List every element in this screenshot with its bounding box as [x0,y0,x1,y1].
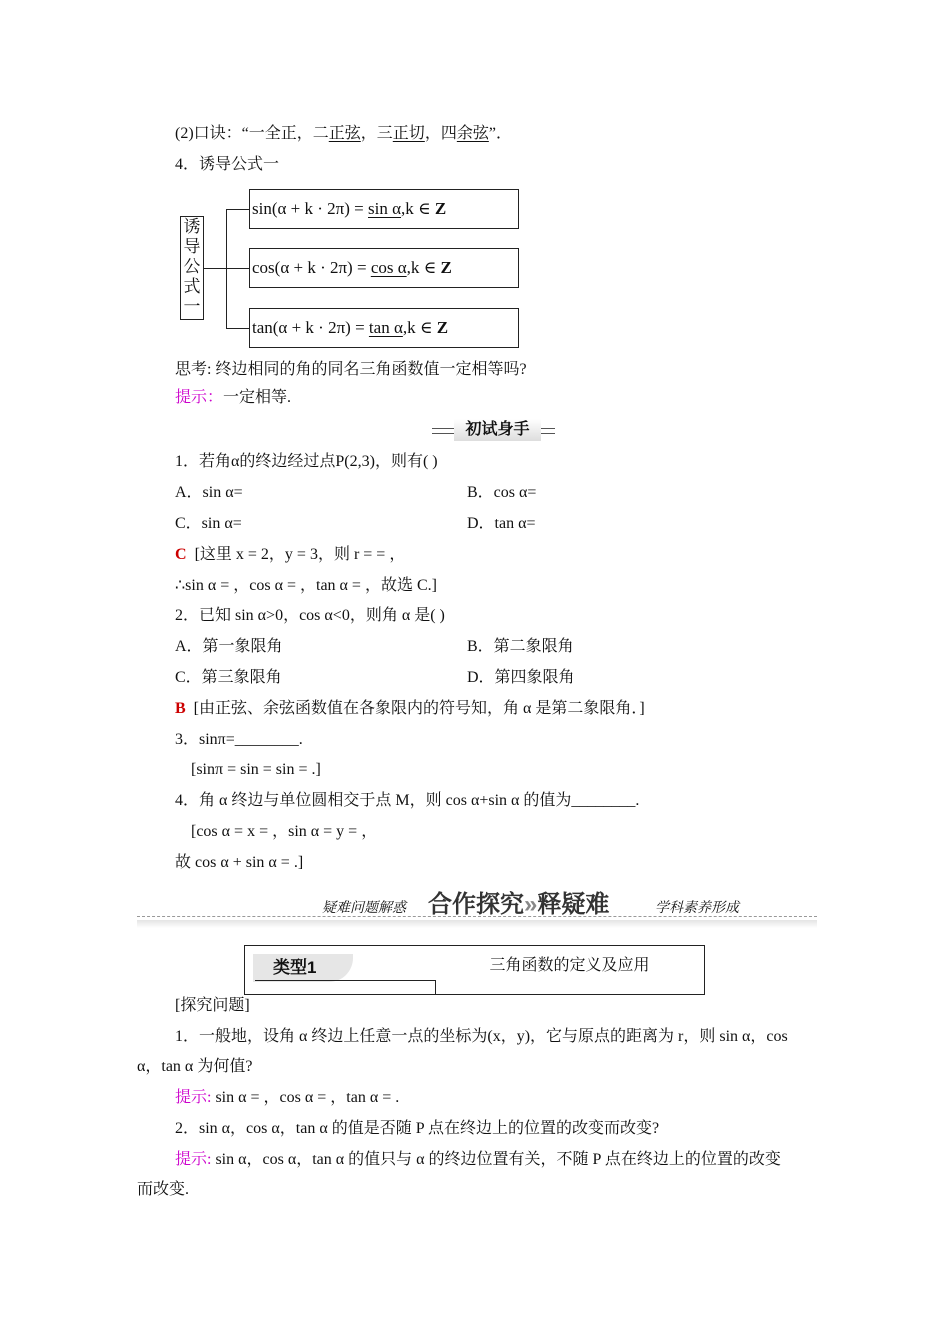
solution-2 [175,699,645,719]
question-1: 1．若角α的终边经过点P(2,3)，则有( ) [175,453,438,470]
section-divider [137,916,817,917]
formula-cos [249,248,519,288]
formula-sin [249,189,519,229]
option-b: B．第二象限角 [467,638,574,655]
hint-text: sin α = ，cos α = ，tan α = . [211,1089,400,1106]
solution-4: [cos α = x = ，sin α = y = ， [191,823,378,840]
formula-label [180,216,204,320]
type-title: 三角函数的定义及应用 [489,957,650,974]
section-banner-right: 学科素养形成 [655,901,739,916]
solution-text: [这里 x = 2，y = 3，则 r = = ， [194,546,406,563]
mnemonic-line [175,124,512,144]
solution-1 [175,545,405,565]
hint-label: 提示： [175,389,224,406]
formula-set: Z [440,258,452,277]
formula-tan [249,308,519,348]
formula-lhs: cos(α + k · 2π) = [252,258,371,277]
solution-text: [由正弦、余弦函数值在各象限内的符号知，角 α 是第二象限角．] [193,700,645,717]
mnemonic-mid1: ，三 [360,125,393,142]
connector-line [204,268,226,269]
answer-letter: C [175,546,187,563]
explore-hint-2 [175,1150,781,1170]
section-shadow [137,920,817,928]
question-3: 3．sinπ=________. [175,731,303,748]
formula-tail: ,k ∈ [401,199,435,218]
section-banner-main [428,891,609,919]
formula-label-char: 公 [183,257,201,276]
mnemonic-suffix: ”． [488,125,512,142]
option-a: A．第一象限角 [175,638,283,655]
explore-question-2: 2．sin α，cos α，tan α 的值是否随 P 点在终边上的位置的改变而改变? [175,1120,660,1137]
formula-lhs: tan(α + k · 2π) = [252,318,369,337]
banner-trial [432,419,555,441]
hint-line [175,388,291,408]
mnemonic-prefix: (2)口诀：“一全正，二 [175,125,329,142]
option-d: D．tan α= [467,515,536,532]
solution-4-cont: 故 cos α + sin α = .] [175,854,304,871]
hint-text: 一定相等. [223,389,292,406]
explore-hint-1 [175,1088,399,1108]
formula-lhs: sin(α + k · 2π) = [252,199,368,218]
formula-tail: ,k ∈ [402,318,437,337]
mnemonic-cosine: 余弦 [456,125,489,142]
formula-rhs: cos α [370,258,407,277]
formula-set: Z [434,199,447,218]
mnemonic-tangent: 正切 [392,125,425,142]
formula-tail: ,k ∈ [406,258,441,277]
think-label: 思考 [175,361,208,378]
formula-rhs: sin α [368,199,401,218]
formula-rhs: tan α [368,318,403,337]
option-b: B．cos α= [467,484,537,501]
question-4: 4．角 α 终边与单位圆相交于点 M，则 cos α+sin α 的值为________. [175,792,640,809]
type-tag: 类型1 [253,954,353,982]
formula-label-char: 诱 [183,217,201,236]
option-c: C．第三象限角 [175,669,282,686]
formula-set: Z [436,318,449,337]
think-text: : 终边相同的角的同名三角函数值一定相等吗? [207,361,527,378]
solution-3: [sinπ = sin = sin = .] [191,761,321,778]
question-2: 2．已知 sin α>0，cos α<0，则角 α 是( ) [175,607,445,624]
explore-title: [探究问题] [175,997,250,1014]
connector-line [226,268,249,269]
explore-question-1-cont: α，tan α 为何值? [137,1058,253,1075]
mnemonic-mid2: ，四 [424,125,457,142]
hint-label: 提示: [175,1089,212,1106]
connector-line [226,209,249,210]
section-banner-title2: 释疑难 [537,891,610,918]
option-a: A．sin α= [175,484,243,501]
think-line [175,360,527,380]
section-banner-left: 疑难问题解惑 [322,901,406,916]
solution-1-cont: ∴sin α = ，cos α = ，tan α = ，故选 C.] [175,577,437,594]
hint-label: 提示: [175,1151,212,1168]
section-banner-title1: 合作探究 [428,891,524,918]
type-box [244,945,705,995]
answer-letter: B [175,700,186,717]
banner-title: 初试身手 [454,419,541,441]
section4-title: 4．诱导公式一 [175,156,280,173]
explore-hint-2-cont: 而改变. [137,1181,190,1198]
type-rule [255,980,435,981]
arrow-icon: » [524,891,538,918]
connector-line [226,328,249,329]
hint-text: sin α，cos α，tan α 的值只与 α 的终边位置有关，不随 P 点在终边上的位置的改变 [211,1151,781,1168]
option-c: C．sin α= [175,515,242,532]
mnemonic-sine: 正弦 [328,125,361,142]
formula-label-char: 导 [183,237,201,256]
formula-label-char: 式 [183,277,201,296]
formula-label-char: 一 [183,297,201,316]
option-d: D．第四象限角 [467,669,575,686]
explore-question-1: 1．一般地，设角 α 终边上任意一点的坐标为(x，y)，它与原点的距离为 r，则 sin α，cos [175,1028,788,1045]
